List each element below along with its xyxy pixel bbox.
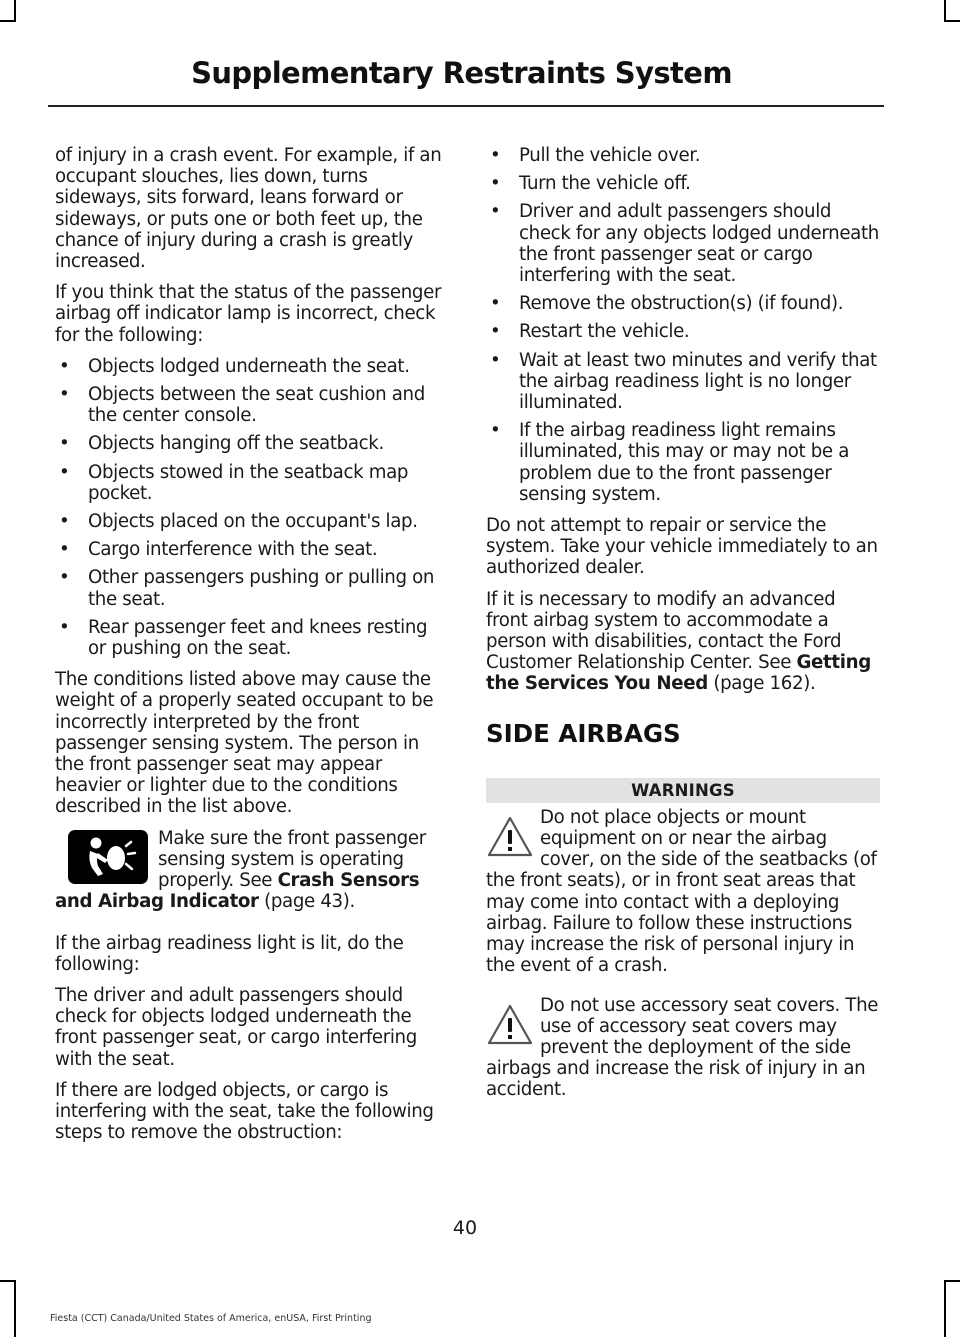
- crop-mark: [14, 0, 16, 20]
- check-list: [55, 356, 447, 659]
- warning-block: [486, 995, 880, 1101]
- bullet: •: [59, 433, 70, 455]
- section-heading: SIDE AIRBAGS: [486, 718, 681, 748]
- right-column: [486, 145, 880, 1119]
- list-item: • Restart the vehicle.: [490, 321, 690, 343]
- bullet: •: [490, 321, 501, 343]
- warning-block: [486, 807, 880, 977]
- bullet: •: [490, 201, 501, 223]
- list-item: • Objects between the seat cushion and the center console.: [59, 384, 425, 427]
- list-item: • Pull the vehicle over.: [490, 145, 701, 166]
- crop-mark: [14, 1280, 16, 1337]
- paragraph: The conditions listed above may cause the weight of a properly seated occupant to be incorrectly interpreted by the front passenger sensing system. The person in the front passenger seat may appear heavier or lighter due to the conditions described in the list above.: [55, 669, 434, 818]
- crop-mark: [944, 1280, 946, 1337]
- warning-text: Do not use accessory seat covers. The use of accessory seat covers may prevent the deployment of the side airbags and increase the risk of injury in an accident.: [486, 994, 879, 1101]
- bullet: •: [59, 511, 70, 533]
- paragraph: The driver and adult passengers should check for objects lodged underneath the front passenger seat, or cargo interfering with the seat.: [55, 984, 417, 1070]
- header-divider: [48, 105, 884, 107]
- crop-mark: [944, 0, 946, 20]
- paragraph: Make sure the front passenger sensing system is operating properly. See Crash Sensors and Airbag Indicator (page 43).: [55, 827, 426, 913]
- crash-sensors-link[interactable]: Crash Sensors and Airbag Indicator: [55, 870, 420, 913]
- warnings-header: WARNINGS: [486, 778, 880, 803]
- paragraph: Do not attempt to repair or service the system. Take your vehicle immediately to an authorized dealer.: [486, 515, 878, 579]
- bullet: •: [490, 145, 501, 166]
- airbag-note: [55, 828, 447, 913]
- bullet: •: [59, 384, 70, 406]
- crop-mark: [944, 1280, 960, 1282]
- list-item: • If the airbag readiness light remains illuminated, this may or may not be a problem due to the front passenger sensing system.: [490, 420, 850, 505]
- list-item: • Driver and adult passengers should check for any objects lodged underneath the front passenger seat or cargo interfering with the seat.: [490, 201, 879, 287]
- list-item: • Objects stowed in the seatback map pocket.: [59, 461, 409, 504]
- crop-mark: [0, 1280, 16, 1282]
- list-item: • Cargo interference with the seat.: [59, 539, 378, 561]
- list-item: • Turn the vehicle off.: [490, 173, 691, 195]
- warning-text: Do not place objects or mount equipment on or near the airbag cover, on the side of the seatbacks (of the front seats), or in front seat areas that may come into contact with a deploying airbag. Failure to follow these instructions may increase the risk of personal injury in the event of a crash.: [486, 806, 877, 977]
- paragraph: If the airbag readiness light is lit, do the following:: [55, 932, 404, 975]
- crop-mark: [944, 20, 960, 22]
- crop-mark: [0, 20, 16, 22]
- bullet: •: [59, 539, 70, 561]
- bullet: •: [490, 173, 501, 195]
- paragraph: If it is necessary to modify an advanced front airbag system to accommodate a person with disabilities, contact the Ford Customer Relationship Center. See Getting the Services You Need (page 162).: [486, 588, 871, 695]
- left-column: [55, 145, 447, 1153]
- airbag-warning-icon: [68, 830, 148, 884]
- bullet: •: [490, 293, 501, 315]
- getting-services-link[interactable]: Getting the Services You Need: [486, 652, 871, 695]
- paragraph: If you think that the status of the passenger airbag off indicator lamp is incorrect, check for the following:: [55, 282, 442, 346]
- bullet: •: [490, 349, 501, 371]
- footer-text: Fiesta (CCT) Canada/United States of America, enUSA, First Printing: [50, 1313, 372, 1324]
- list-item: • Objects lodged underneath the seat.: [59, 355, 410, 377]
- bullet: •: [490, 420, 501, 442]
- warning-triangle-icon: [486, 815, 534, 859]
- list-item: • Objects placed on the occupant's lap.: [59, 511, 418, 533]
- page-number: 40: [452, 1217, 478, 1239]
- page-title: Supplementary Restraints System: [191, 56, 732, 90]
- bullet: •: [59, 616, 70, 638]
- steps-list: [486, 145, 880, 505]
- list-item: • Other passengers pushing or pulling on the seat.: [59, 567, 435, 610]
- bullet: •: [59, 461, 70, 483]
- bullet: •: [59, 567, 70, 589]
- paragraph: of injury in a crash event. For example, if an occupant slouches, lies down, turns sideways, sits forward, leans forward or sideways, or puts one or both feet up, the chance of injury during a crash is greatly increased.: [55, 145, 442, 273]
- list-item: • Objects hanging off the seatback.: [59, 433, 384, 455]
- bullet: •: [59, 355, 70, 377]
- warning-triangle-icon: [486, 1003, 534, 1047]
- paragraph: If there are lodged objects, or cargo is interfering with the seat, take the following steps to remove the obstruction:: [55, 1079, 434, 1144]
- list-item: • Remove the obstruction(s) (if found).: [490, 293, 844, 315]
- list-item: • Rear passenger feet and knees resting or pushing on the seat.: [59, 616, 428, 660]
- list-item: • Wait at least two minutes and verify that the airbag readiness light is no longer illuminated.: [490, 349, 877, 414]
